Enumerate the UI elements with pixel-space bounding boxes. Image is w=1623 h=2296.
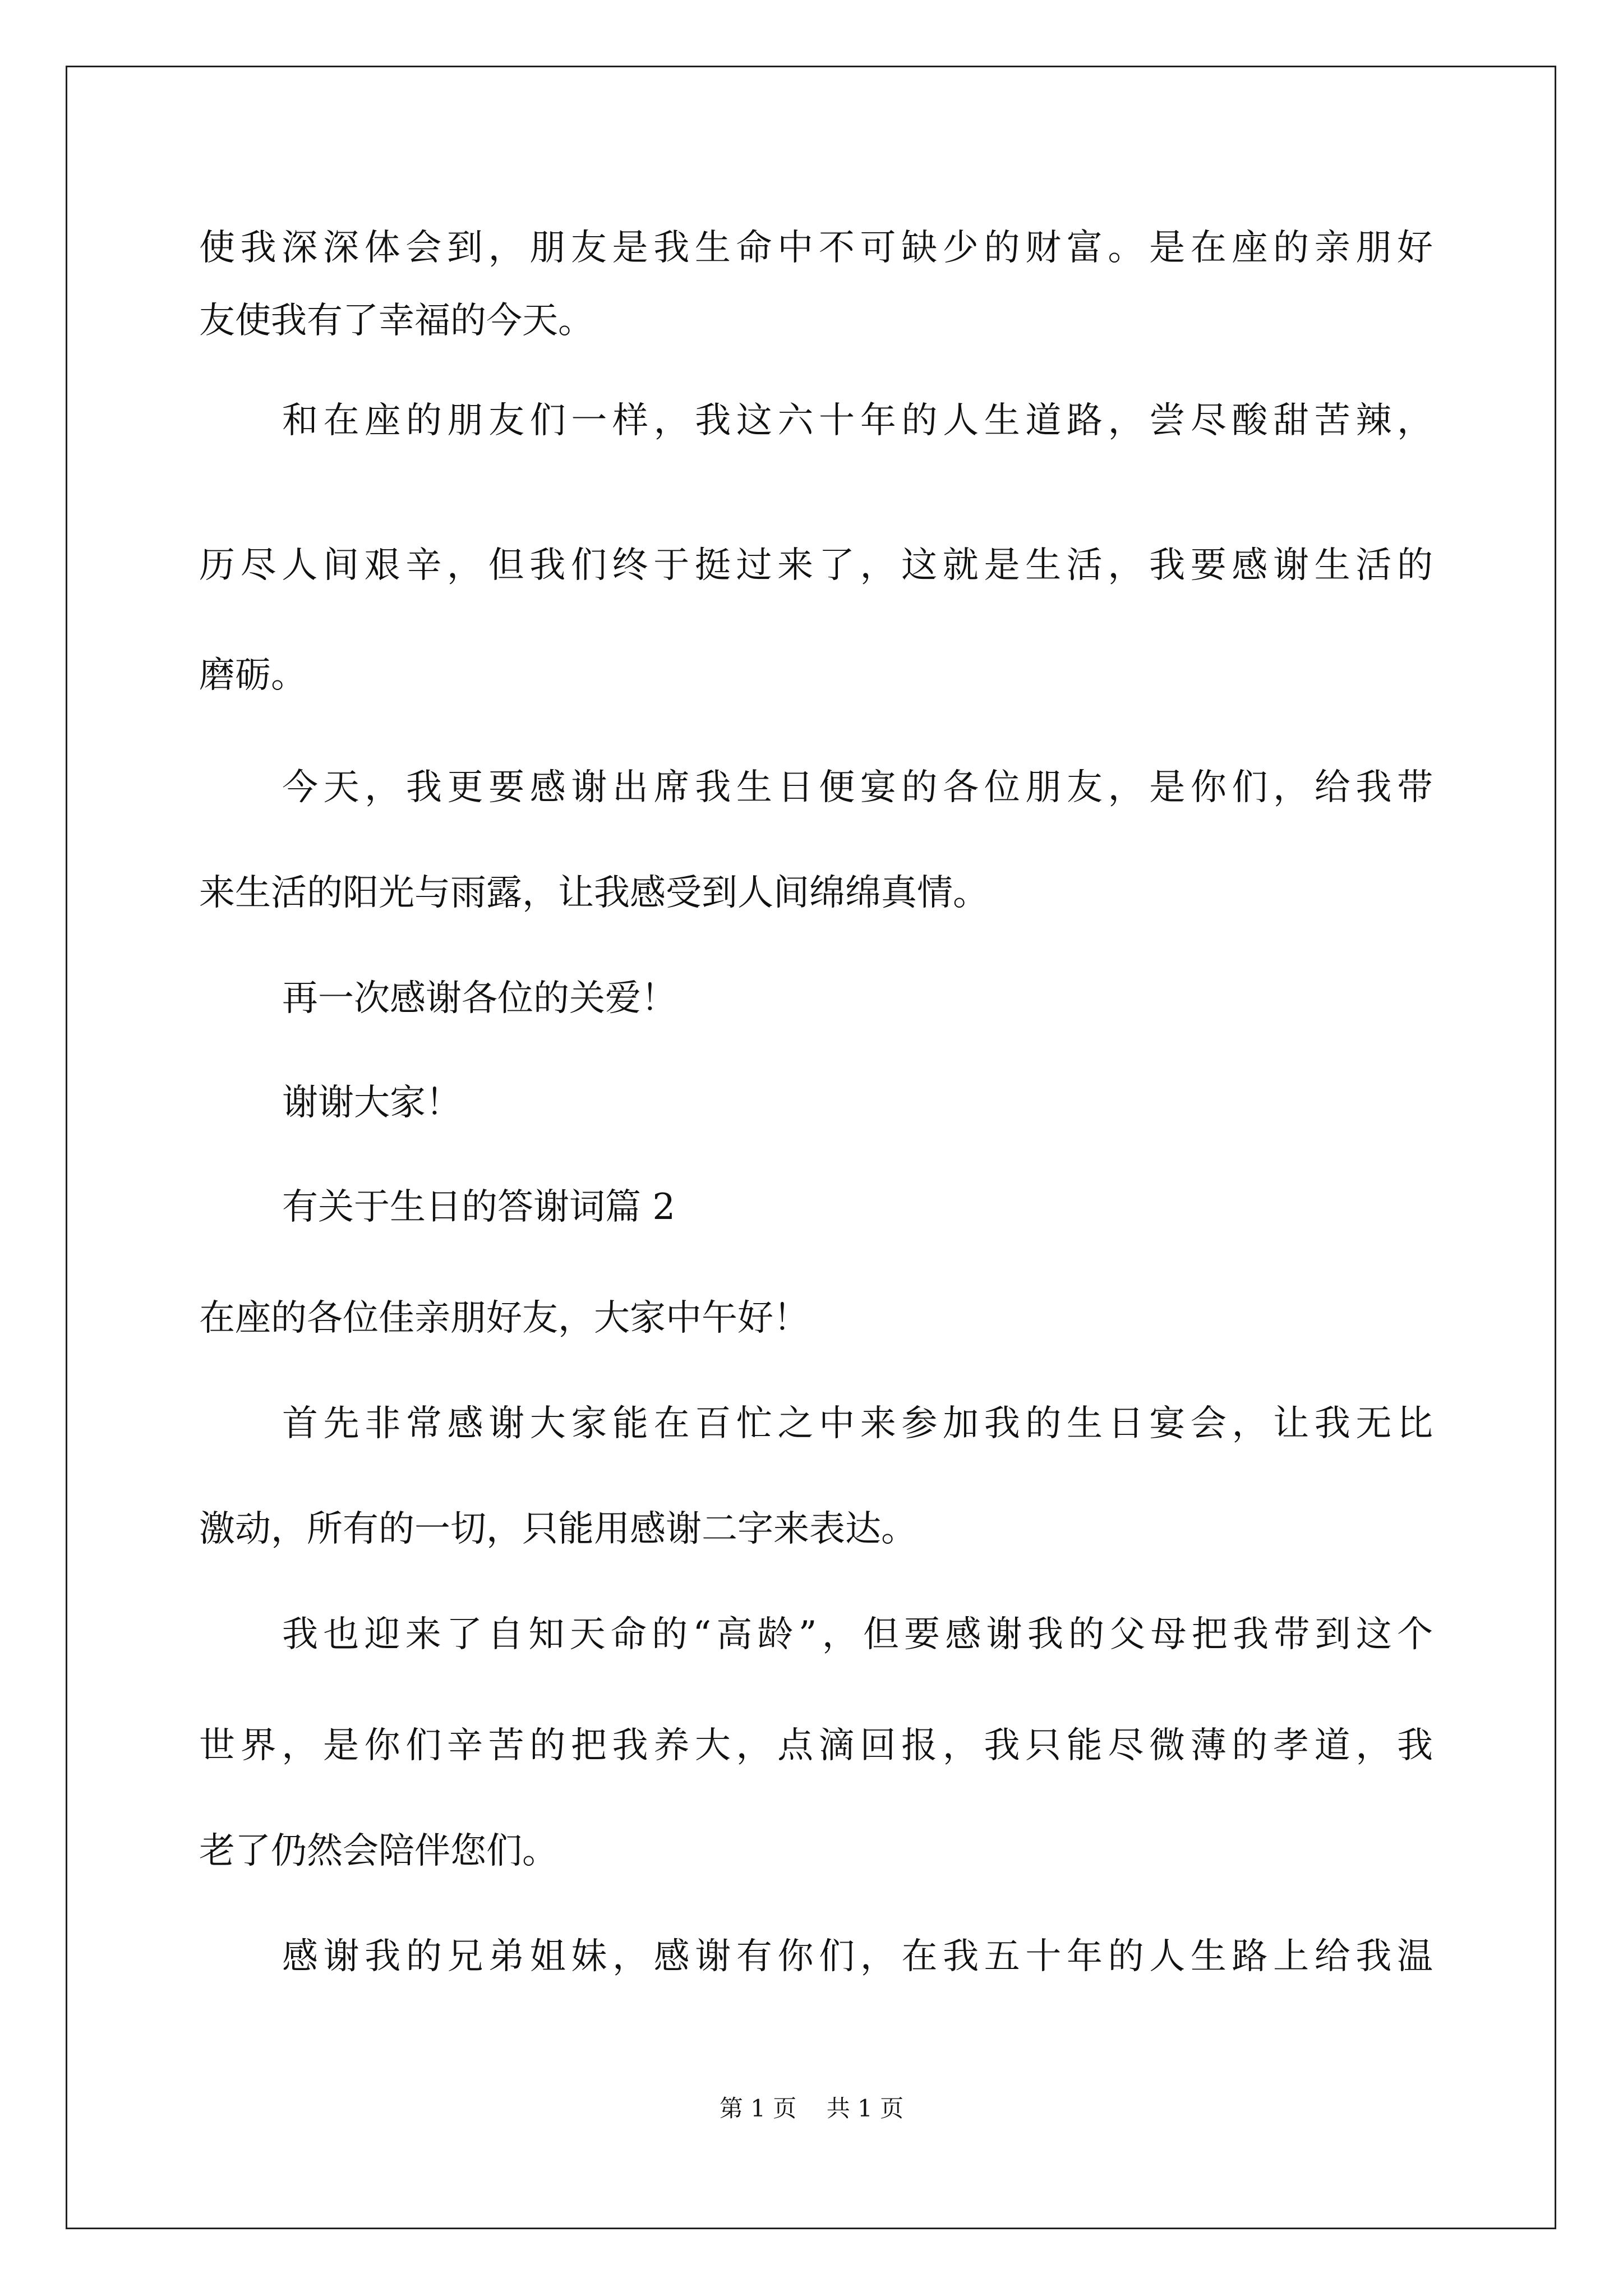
text-line: 使我深深体会到，朋友是我生命中不可缺少的财富。是在座的亲朋好 <box>199 227 1433 269</box>
text-line: 世界，是你们辛苦的把我养大，点滴回报，我只能尽微薄的孝道，我 <box>199 1725 1433 1766</box>
text-line: 磨砺。 <box>199 655 307 696</box>
salutation: 在座的各位佳亲朋好友，大家中午好！ <box>199 1297 809 1339</box>
text-line: 今天，我更要感谢出席我生日便宴的各位朋友，是你们，给我带 <box>282 767 1433 808</box>
section-heading: 有关于生日的答谢词篇 2 <box>282 1186 676 1228</box>
text-line: 来生活的阳光与雨露，让我感受到人间绵绵真情。 <box>199 872 989 914</box>
text-line: 友使我有了幸福的今天。 <box>199 300 594 342</box>
text-line: 首先非常感谢大家能在百忙之中来参加我的生日宴会，让我无比 <box>282 1403 1433 1444</box>
text-line: 激动，所有的一切，只能用感谢二字来表达。 <box>199 1508 917 1550</box>
text-line: 感谢我的兄弟姐妹，感谢有你们，在我五十年的人生路上给我温 <box>282 1936 1433 1977</box>
text-line: 和在座的朋友们一样，我这六十年的人生道路，尝尽酸甜苦辣， <box>282 400 1433 441</box>
text-line: 再一次感谢各位的关爱！ <box>282 978 677 1019</box>
text-line: 谢谢大家！ <box>282 1082 462 1124</box>
page-number-footer: 第 1 页 共 1 页 <box>719 2095 904 2122</box>
page-border <box>66 66 1556 2229</box>
text-line: 历尽人间艰辛，但我们终于挺过来了，这就是生活，我要感谢生活的 <box>199 545 1433 586</box>
text-line: 老了仍然会陪伴您们。 <box>199 1830 558 1872</box>
text-line: 我也迎来了自知天命的“高龄”，但要感谢我的父母把我带到这个 <box>282 1614 1433 1655</box>
